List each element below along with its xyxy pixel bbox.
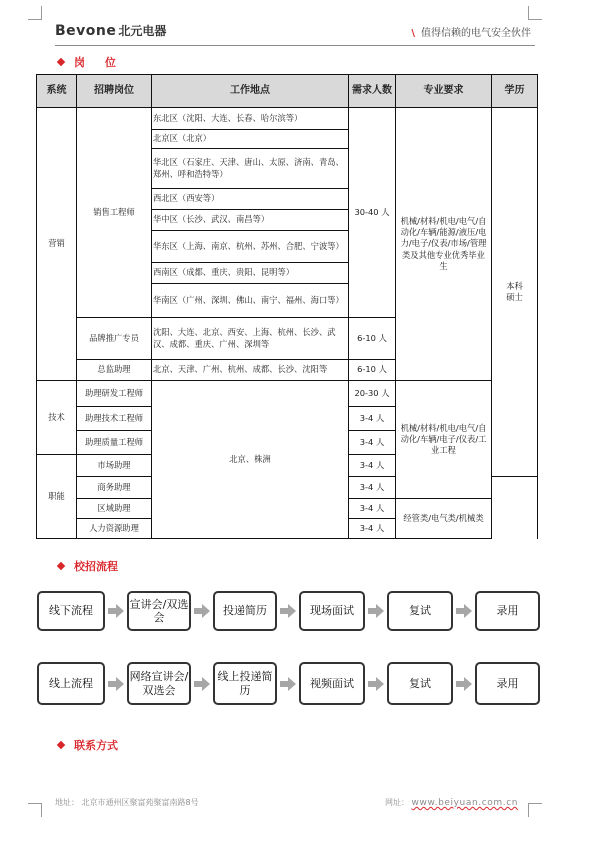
location-shared: 北京、株洲 — [152, 381, 349, 539]
arrow-right-icon — [456, 677, 472, 691]
footer-address: 地址： 北京市通州区聚富苑聚富南路8号 — [55, 798, 199, 807]
count-brand: 6-10 人 — [349, 318, 396, 360]
role-tech: 助理技术工程师 — [77, 407, 152, 431]
role-sales-engineer: 销售工程师 — [77, 108, 152, 318]
count-function: 3-4 人 — [349, 477, 396, 499]
header-degree: 学历 — [492, 75, 538, 108]
location-cell: 沈阳、大连、北京、西安、上海、杭州、长沙、武汉、成都、重庆、广州、深圳等 — [152, 318, 349, 360]
flow-step: 录用 — [475, 591, 540, 631]
offline-flow — [37, 591, 540, 631]
system-function: 职能 — [37, 455, 77, 539]
location-cell: 华北区（石家庄、天津、唐山、太原、济南、青岛、郑州、呼和浩特等） — [152, 149, 349, 189]
header-position: 招聘岗位 — [77, 75, 152, 108]
location-cell: 北京、天津、广州、杭州、成都、长沙、沈阳等 — [152, 360, 349, 381]
location-cell: 华南区（广州、深圳、佛山、南宁、福州、海口等） — [152, 284, 349, 318]
role-manager-assistant: 总监助理 — [77, 360, 152, 381]
table-row — [37, 381, 538, 407]
location-cell: 东北区（沈阳、大连、长春、哈尔滨等） — [152, 108, 349, 130]
section-title-flow: 校招流程 — [58, 558, 118, 574]
table-row — [37, 108, 538, 130]
location-cell: 西南区（成都、重庆、贵阳、昆明等） — [152, 263, 349, 284]
flow-step: 录用 — [475, 662, 540, 705]
arrow-right-icon — [108, 604, 124, 618]
role-function: 人力资源助理 — [77, 519, 152, 539]
degree-blank — [492, 477, 538, 539]
jobs-table — [36, 74, 538, 539]
major-marketing: 机械/材料/机电/电气/自动化/车辆/能源/液压/电力/电子/仪表/市场/管理类及其他专业优秀毕业生 — [396, 108, 492, 381]
count-function: 3-4 人 — [349, 499, 396, 519]
table-header-row — [37, 75, 538, 108]
count-function: 3-4 人 — [349, 519, 396, 539]
count-manager: 6-10 人 — [349, 360, 396, 381]
arrow-right-icon — [194, 677, 210, 691]
flow-step: 投递简历 — [213, 591, 277, 631]
page-header — [55, 18, 535, 46]
role-tech: 助理研发工程师 — [77, 381, 152, 407]
location-cell: 华东区（上海、南京、杭州、苏州、合肥、宁波等） — [152, 231, 349, 263]
arrow-right-icon — [368, 604, 384, 618]
count-tech: 3-4 人 — [349, 431, 396, 455]
header-count: 需求人数 — [349, 75, 396, 108]
arrow-right-icon — [456, 604, 472, 618]
header-system: 系统 — [37, 75, 77, 108]
crop-mark-top-left — [28, 6, 42, 20]
arrow-right-icon — [280, 604, 296, 618]
flow-step: 视频面试 — [299, 662, 365, 705]
count-sales: 30-40 人 — [349, 108, 396, 318]
flow-step: 线下流程 — [37, 591, 105, 631]
arrow-right-icon — [368, 677, 384, 691]
online-flow — [37, 662, 540, 705]
crop-mark-bottom-right — [528, 803, 542, 817]
degree-cell: 本科 硕士 — [492, 108, 538, 477]
diamond-bullet-icon — [57, 58, 65, 66]
location-cell: 华中区（长沙、武汉、南昌等） — [152, 210, 349, 231]
section-title-jobs: 岗 位 — [58, 54, 124, 70]
flow-step: 现场面试 — [299, 591, 365, 631]
website-link[interactable]: www.beiyuan.com.cn — [411, 798, 519, 808]
flow-step: 网络宣讲会/双选会 — [127, 662, 191, 705]
header-location: 工作地点 — [152, 75, 349, 108]
location-cell: 西北区（西安等） — [152, 189, 349, 210]
footer-website — [385, 797, 518, 808]
system-tech: 技术 — [37, 381, 77, 455]
flow-step: 复试 — [387, 662, 453, 705]
system-marketing: 营销 — [37, 108, 77, 381]
role-function: 区域助理 — [77, 499, 152, 519]
role-function: 市场助理 — [77, 455, 152, 477]
major-function: 经管类/电气类/机械类 — [396, 499, 492, 539]
company-logo — [55, 22, 166, 39]
flow-step: 线上投递简历 — [213, 662, 277, 705]
diamond-bullet-icon — [57, 741, 65, 749]
flow-step: 线上流程 — [37, 662, 105, 705]
flow-step: 宣讲会/双选会 — [127, 591, 191, 631]
role-tech: 助理质量工程师 — [77, 431, 152, 455]
count-tech: 3-4 人 — [349, 407, 396, 431]
website-label: 网址： — [385, 798, 409, 807]
arrow-right-icon — [280, 677, 296, 691]
count-function: 3-4 人 — [349, 455, 396, 477]
logo-english: Bevone — [55, 23, 117, 39]
role-brand-promoter: 品牌推广专员 — [77, 318, 152, 360]
flow-step: 复试 — [387, 591, 453, 631]
diamond-bullet-icon — [57, 562, 65, 570]
logo-chinese: 北元电器 — [118, 24, 167, 38]
section-title-contact: 联系方式 — [58, 737, 118, 753]
arrow-right-icon — [194, 604, 210, 618]
location-cell: 北京区（北京） — [152, 130, 349, 149]
crop-mark-bottom-left — [28, 803, 42, 817]
slogan-text: 值得信赖的电气安全伙伴 — [421, 28, 531, 39]
header-major: 专业要求 — [396, 75, 492, 108]
slash-mark-icon: \ — [411, 28, 415, 39]
header-slogan — [411, 24, 531, 39]
major-tech: 机械/材料/机电/电气/自动化/车辆/电子/仪表/工业工程 — [396, 381, 492, 499]
count-tech: 20-30 人 — [349, 381, 396, 407]
role-function: 商务助理 — [77, 477, 152, 499]
arrow-right-icon — [108, 677, 124, 691]
